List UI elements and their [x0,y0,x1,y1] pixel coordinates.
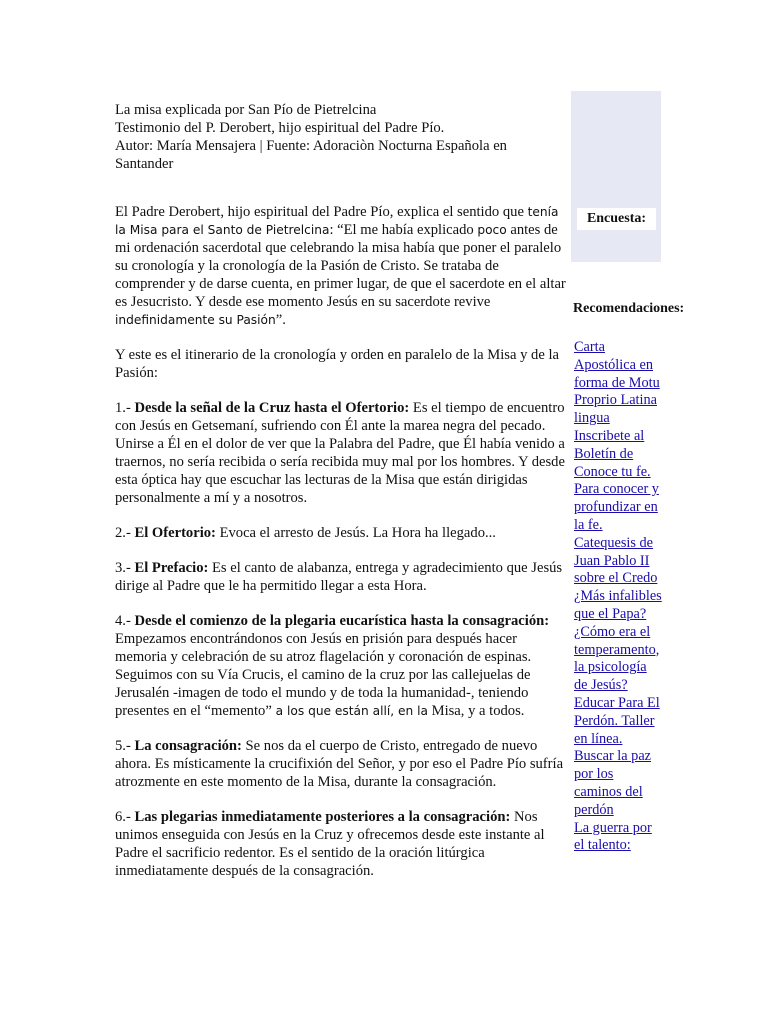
section-number: 3.- [115,560,135,576]
intro-text-1: El Padre Derobert, hijo espiritual del Padre Pío, explica el sentido que [115,204,528,220]
section-text-end: Misa, y a todos. [427,703,525,719]
section-3 [115,559,567,595]
recommendation-link[interactable]: Buscar la paz por los caminos del perdón [574,748,652,818]
section-title: Desde la señal de la Cruz hasta el Ofertorio: [134,400,410,416]
intro-text-7: ”. [275,312,286,328]
section-number: 5.- [115,738,135,754]
recommendation-link[interactable]: ¿Cómo era el temperamento, la psicología de Jesús? [574,623,660,694]
intro-text-5: antes de mi ordenación sacerdotal que celebrando la misa había que poner el paralelo su cronología y la cronología de la Pasión de Cristo. Se trataba de comprender y de darse cuenta, en primer lugar, de que el sacerdote en el altar es Jesucristo. Y desde ese momento Jesús en su sacerdote revive [115,222,566,310]
article-title: La misa explicada por San Pío de Pietrelcina [115,102,377,118]
section-text: Evoca el arresto de Jesús. La Hora ha llegado... [215,525,496,541]
recommendation-link[interactable]: ¿Más infalibles que el Papa? [574,588,662,622]
section-title: La consagración: [134,738,242,754]
section-title: El Ofertorio: [134,525,216,541]
intro-text-4: poco [477,223,507,237]
article-subtitle: Testimonio del P. Derobert, hijo espiritual del Padre Pío. [115,120,445,136]
section-text: Empezamos encontrándonos con Jesús en prisión para después hacer memoria y celebración de su atroz flagelación y coronación de espinas. Seguimos con su Vía Crucis, el camino de la cruz por las callejuelas de Jerusalén -imagen de todo el mundo y de toda la humanidad-, teniendo presentes en el “memento” [115,631,532,719]
recommendation-link[interactable]: Carta Apostólica en forma de Motu Proprio Latina lingua [574,339,660,427]
intro-text-6: indefinidamente su Pasión [115,313,276,327]
recommendation-link[interactable]: Para conocer y profundizar en la fe. [574,481,659,533]
section-6 [115,808,567,880]
section-text: Es el canto de alabanza, entrega y agradecimiento que Jesús dirige al Padre que le ha permitido llegar a esta Hora. [115,560,563,594]
section-1 [115,399,567,507]
section-title: El Prefacio: [134,560,209,576]
section-4 [115,612,567,720]
section-number: 2.- [115,525,135,541]
section-number: 4.- [115,613,135,629]
section-2 [115,524,567,542]
section-text-sans: a los que están allí, en la [271,704,428,718]
section-title: Las plegarias inmediatamente posteriores a la consagración: [134,809,511,825]
recommendation-link[interactable]: Catequesis de Juan Pablo II sobre el Credo [574,534,658,587]
recommendations-list [574,339,662,855]
recommendations-title: Recomendaciones: [573,301,685,316]
section-title: Desde el comienzo de la plegaria eucarística hasta la consagración: [134,613,550,629]
recommendation-link[interactable]: Inscribete al Boletín de Conoce tu fe. [574,427,651,480]
section-number: 6.- [115,809,135,825]
intro-text-3: : “El me había explicado [329,222,478,238]
section-text: Nos unimos enseguida con Jesús en la Cruz y ofrecemos desde este instante al Padre el sacrificio redentor. Es el sentido de la oración litúrgica inmediatamente después de la consagración. [115,809,545,879]
section-number: 1.- [115,400,135,416]
section-5 [115,737,567,791]
survey-label: Encuesta: [577,208,656,230]
recommendation-link[interactable]: Educar Para El Perdón. Taller en línea. [574,694,660,747]
article [115,101,567,897]
intro-paragraph [115,203,567,329]
article-header [115,101,567,173]
section-text: Es el tiempo de encuentro con Jesús en Getsemaní, sufriendo con Él ante la marea negra del pecado. Unirse a Él en el dolor de ver que la Palabra del Padre, que Él había venido a traernos, no sería recibida o sería recibida muy mal por los hombres. Y desde esta óptica hay que escuchar las lecturas de la Misa que están dirigidas personalmente a mí y a nosotros. [115,400,565,506]
itinerary-paragraph: Y este es el itinerario de la cronología y orden en paralelo de la Misa y de la Pasión: [115,347,559,381]
survey-panel [571,91,661,262]
section-text: Se nos da el cuerpo de Cristo, entregado de nuevo ahora. Es místicamente la crucifixión del Señor, y por eso el Padre Pío sufría atrozmente en este momento de la Misa, durante la consagración. [115,738,564,790]
intro-text-2: tenía la Misa para el Santo de Pietrelcina [115,205,559,237]
article-author: Autor: María Mensajera | Fuente: Adoraciòn Nocturna Española en Santander [115,138,507,172]
recommendation-link[interactable]: La guerra por el talento: [574,819,652,854]
